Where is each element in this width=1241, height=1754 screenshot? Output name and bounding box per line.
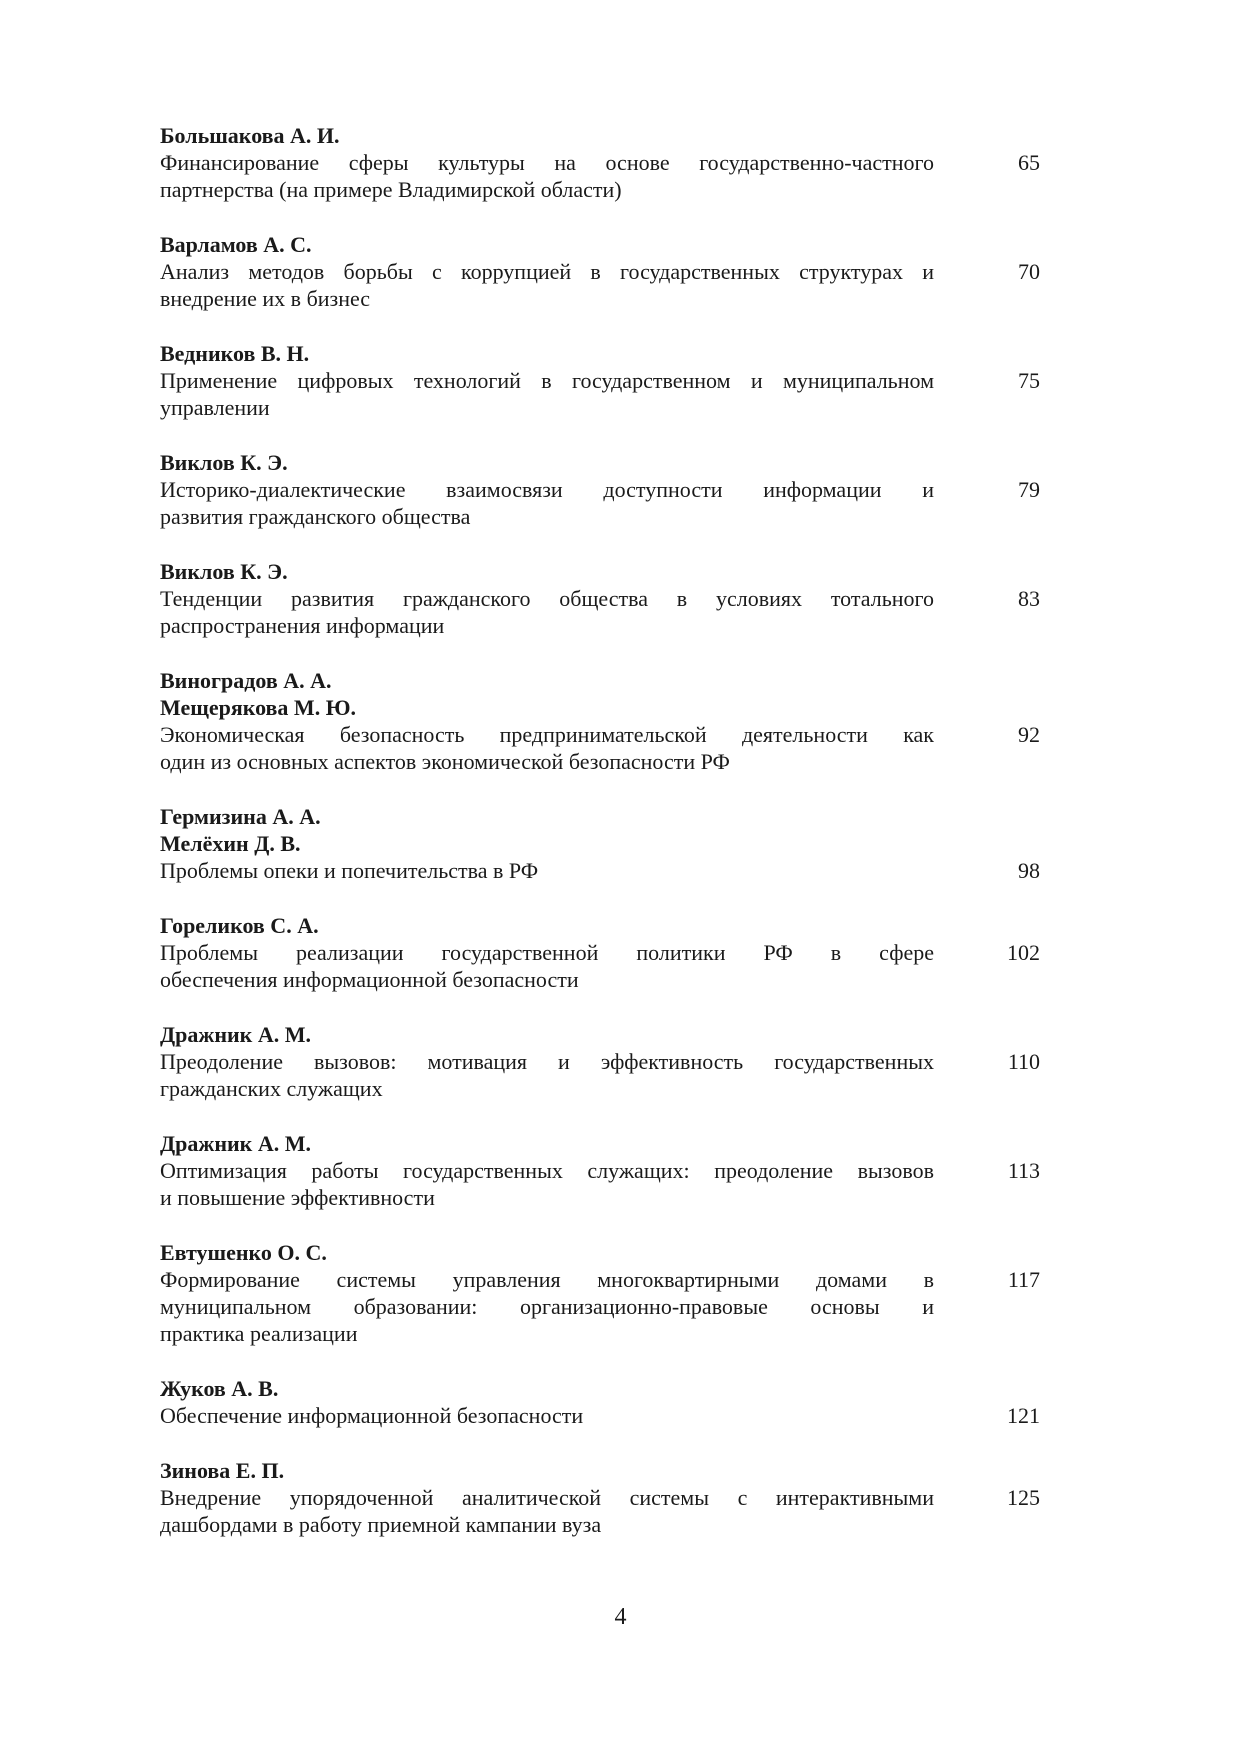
toc-entry-text (160, 667, 934, 775)
toc-entry (160, 803, 1040, 884)
toc-entry-authors (160, 803, 934, 857)
article-title-line: один из основных аспектов экономической безопасности РФ (160, 749, 730, 774)
author-name: Варламов А. С. (160, 232, 312, 257)
toc-entry-authors (160, 1130, 934, 1157)
toc-entry-text (160, 803, 934, 884)
toc-entry-text (160, 558, 934, 639)
author-name: Евтушенко О. С. (160, 1240, 327, 1265)
article-title-line: Преодоление вызовов: мотивация и эффективность государственных (160, 1049, 934, 1074)
article-title-line: Экономическая безопасность предпринимательской деятельности как (160, 722, 934, 747)
toc-entry-text (160, 1130, 934, 1211)
toc-page-number: 125 (1007, 1485, 1040, 1510)
author-name: Мелёхин Д. В. (160, 831, 301, 856)
article-title-line: развития гражданского общества (160, 504, 471, 529)
toc-entry-authors (160, 340, 934, 367)
toc-entry (160, 558, 1040, 639)
author-name: Мещерякова М. Ю. (160, 695, 356, 720)
toc-page-number: 98 (1018, 858, 1040, 883)
toc-entry (160, 231, 1040, 312)
toc-entry-text (160, 912, 934, 993)
toc-entry (160, 449, 1040, 530)
toc-entry-text (160, 1021, 934, 1102)
article-title-line: внедрение их в бизнес (160, 286, 371, 311)
toc-entry (160, 667, 1040, 775)
author-name: Жуков А. В. (160, 1376, 279, 1401)
toc-entry-text (160, 122, 934, 203)
toc-entry (160, 340, 1040, 421)
toc-page-number: 117 (1007, 1267, 1040, 1292)
article-title-line: Внедрение упорядоченной аналитической системы с интерактивными (160, 1485, 934, 1510)
article-title-line: и повышение эффективности (160, 1185, 435, 1210)
author-name: Виклов К. Э. (160, 559, 288, 584)
toc-page-number: 110 (1007, 1049, 1040, 1074)
toc-entry-text (160, 1375, 934, 1429)
toc-entry-authors (160, 449, 934, 476)
table-of-contents (160, 122, 1040, 1566)
toc-entry (160, 1457, 1040, 1538)
toc-page-number: 113 (1007, 1158, 1040, 1183)
article-title-line: Проблемы реализации государственной политики РФ в сфере (160, 940, 934, 965)
author-name: Зинова Е. П. (160, 1458, 285, 1483)
toc-entry (160, 1239, 1040, 1347)
toc-entry-authors (160, 1239, 934, 1266)
article-title-line: партнерства (на примере Владимирской области) (160, 177, 622, 202)
toc-page-number: 121 (1007, 1403, 1040, 1428)
toc-entry-text (160, 1239, 934, 1347)
toc-page-number: 70 (1018, 259, 1040, 284)
toc-page-number: 65 (1018, 150, 1040, 175)
toc-page-number: 102 (1007, 940, 1040, 965)
article-title-line: муниципальном образовании: организационно-правовые основы и (160, 1294, 934, 1319)
toc-page-number: 92 (1018, 722, 1040, 747)
article-title-line: дашбордами в работу приемной кампании вуза (160, 1512, 602, 1537)
toc-entry-authors (160, 231, 934, 258)
article-title-line: Финансирование сферы культуры на основе государственно-частного (160, 150, 934, 175)
toc-entry (160, 1021, 1040, 1102)
author-name: Большакова А. И. (160, 123, 340, 148)
toc-entry-authors (160, 912, 934, 939)
article-title-line: Оптимизация работы государственных служащих: преодоление вызовов (160, 1158, 934, 1183)
article-title-line: Обеспечение информационной безопасности (160, 1403, 584, 1428)
toc-entry-authors (160, 1021, 934, 1048)
article-title-line: практика реализации (160, 1321, 358, 1346)
toc-entry-authors (160, 122, 934, 149)
article-title-line: Проблемы опеки и попечительства в РФ (160, 858, 539, 883)
toc-entry (160, 1130, 1040, 1211)
article-title-line: Анализ методов борьбы с коррупцией в государственных структурах и (160, 259, 934, 284)
toc-entry-text (160, 449, 934, 530)
toc-page-number: 75 (1018, 368, 1040, 393)
article-title-line: Применение цифровых технологий в государственном и муниципальном (160, 368, 934, 393)
toc-entry-authors (160, 667, 934, 721)
article-title-line: распространения информации (160, 613, 445, 638)
author-name: Гореликов С. А. (160, 913, 319, 938)
author-name: Виноградов А. А. (160, 668, 332, 693)
toc-entry (160, 1375, 1040, 1429)
article-title-line: Историко-диалектические взаимосвязи доступности информации и (160, 477, 934, 502)
author-name: Ведников В. Н. (160, 341, 310, 366)
author-name: Дражник А. М. (160, 1131, 312, 1156)
toc-entry-authors (160, 558, 934, 585)
toc-entry-authors (160, 1375, 934, 1402)
author-name: Гермизина А. А. (160, 804, 321, 829)
toc-entry (160, 122, 1040, 203)
toc-page-number: 83 (1018, 586, 1040, 611)
toc-page-number: 79 (1018, 477, 1040, 502)
article-title-line: управлении (160, 395, 270, 420)
toc-entry-authors (160, 1457, 934, 1484)
author-name: Виклов К. Э. (160, 450, 288, 475)
toc-entry-text (160, 231, 934, 312)
article-title-line: Тенденции развития гражданского общества в условиях тотального (160, 586, 934, 611)
toc-entry (160, 912, 1040, 993)
toc-entry-text (160, 340, 934, 421)
article-title-line: обеспечения информационной безопасности (160, 967, 579, 992)
page-number: 4 (614, 1604, 627, 1630)
author-name: Дражник А. М. (160, 1022, 312, 1047)
article-title-line: гражданских служащих (160, 1076, 383, 1101)
article-title-line: Формирование системы управления многоквартирными домами в (160, 1267, 934, 1292)
toc-entry-text (160, 1457, 934, 1538)
